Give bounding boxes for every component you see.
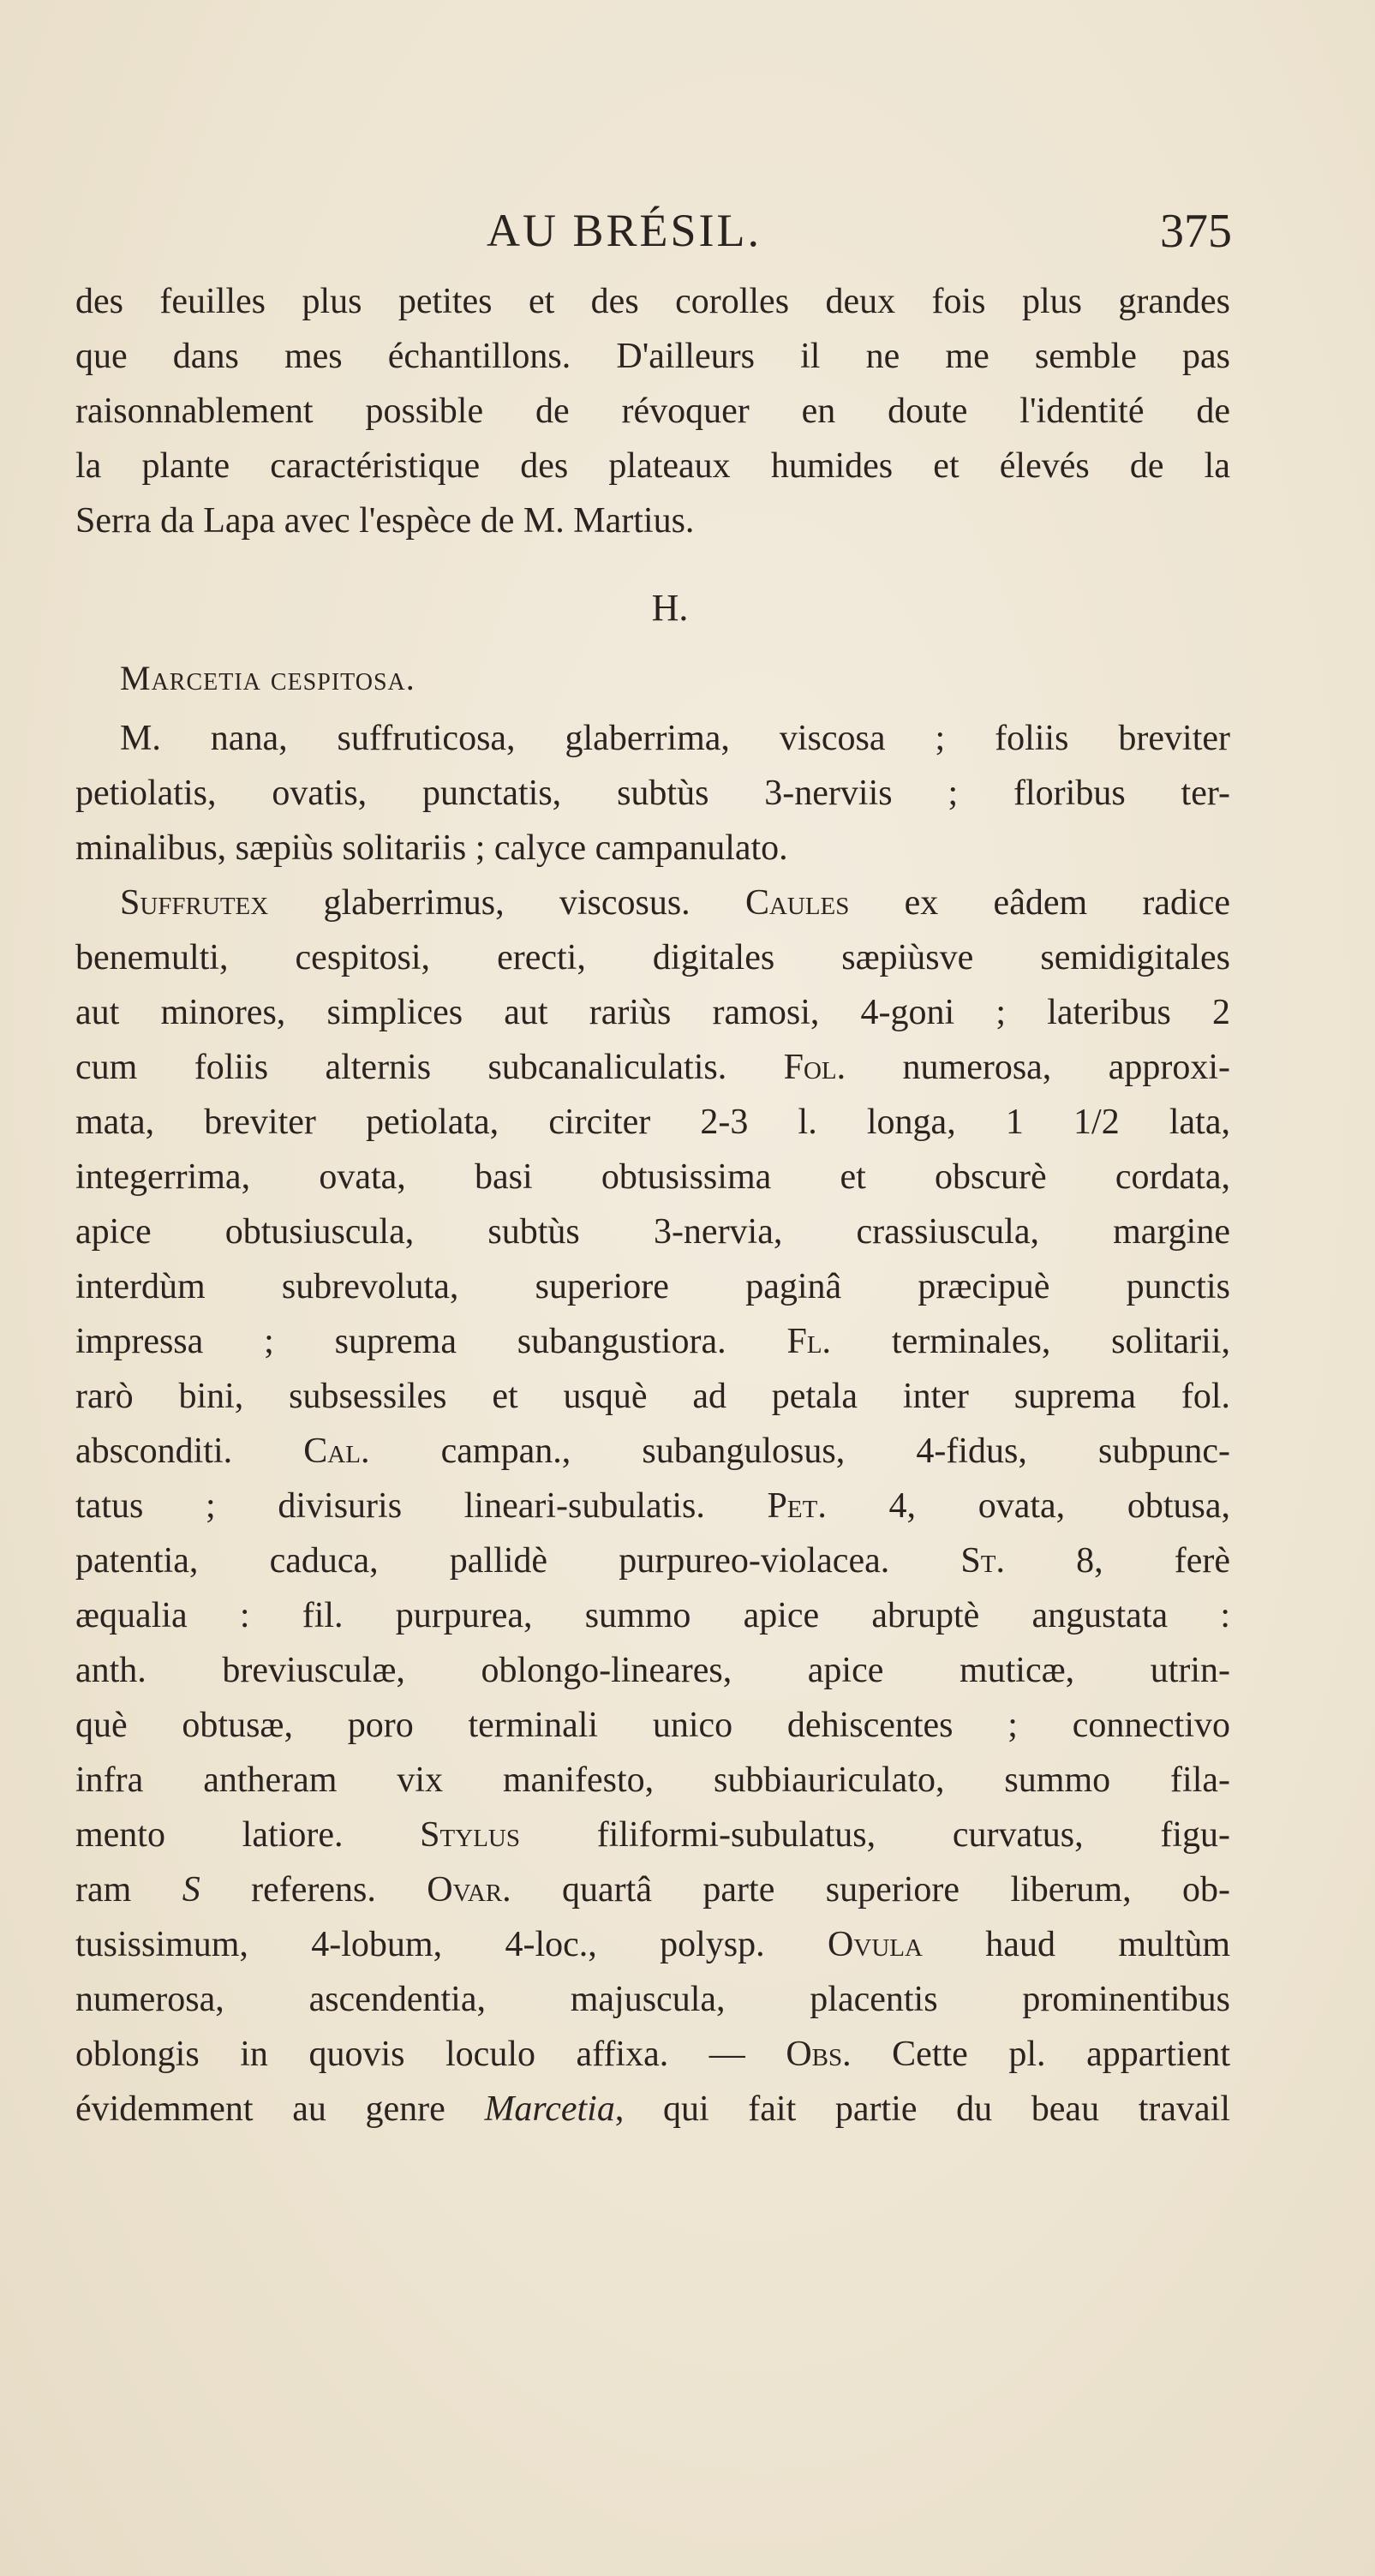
term: Fl. [786, 1322, 832, 1361]
description-line [75, 1862, 1230, 1917]
text-run: ex eâdem radice [849, 883, 1230, 923]
text-run: impressa ; suprema subangustiora. [75, 1322, 787, 1361]
text-run: tusissimum, 4-lobum, 4-loc., polysp. [75, 1925, 828, 1964]
description-line: integerrima, ovata, basi obtusissima et obscurè cordata, [75, 1157, 1230, 1197]
term: Pet. [767, 1486, 827, 1526]
term: St. [960, 1541, 1005, 1581]
text-run: quartâ parte superiore liberum, ob- [511, 1870, 1230, 1910]
diagnosis-line: M. nana, suffruticosa, glaberrima, viscosa ; foliis breviter [120, 719, 1230, 758]
text-run: numerosa, approxi- [846, 1048, 1230, 1087]
term: Ovar. [427, 1870, 511, 1910]
italic-run: Marcetia [484, 2089, 615, 2129]
text-run: oblongis in quovis loculo affixa. — [75, 2035, 786, 2074]
description-line [75, 1040, 1230, 1095]
text-run: patentia, caduca, pallidè purpureo-violacea. [75, 1541, 961, 1581]
page-body [75, 274, 1230, 2137]
text-run: campan., subangulosus, 4-fidus, subpunc- [369, 1431, 1230, 1471]
description-line: infra antheram vix manifesto, subbiauriculato, summo fila- [75, 1760, 1230, 1800]
description-line [75, 1917, 1230, 1972]
text-run: ram [75, 1870, 182, 1910]
page-header [75, 204, 1232, 272]
text-run: cum foliis alternis subcanaliculatis. [75, 1048, 784, 1087]
species-title: Marcetia cespitosa. [120, 659, 415, 697]
description-line [75, 1808, 1230, 1862]
term: Stylus [420, 1815, 520, 1855]
description-line: apice obtusiuscula, subtùs 3-nervia, crassiuscula, margine [75, 1212, 1230, 1252]
text-run: 4, ovata, obtusa, [826, 1486, 1230, 1526]
description-line: què obtusæ, poro terminali unico dehiscentes ; connectivo [75, 1706, 1230, 1745]
description-line [75, 2082, 1230, 2137]
description-line: numerosa, ascendentia, majuscula, placentis prominentibus [75, 1980, 1230, 2019]
description-line: mata, breviter petiolata, circiter 2-3 l. longa, 1 1/2 lata, [75, 1103, 1230, 1142]
page-number: 375 [1160, 205, 1232, 258]
text-run: Cette pl. appartient [851, 2035, 1230, 2074]
description-line [75, 1533, 1230, 1588]
text-run: glaberrimus, viscosus. [268, 883, 745, 923]
text-line: des feuilles plus petites et des corolles deux fois plus grandes [75, 282, 1230, 321]
diagnosis-line: minalibus, sæpiùs solitariis ; calyce campanulato. [75, 828, 788, 868]
term: Ovula [828, 1925, 923, 1964]
description-line [75, 1424, 1230, 1479]
description-line: anth. breviusculæ, oblongo-lineares, apice muticæ, utrin- [75, 1651, 1230, 1690]
text-line: que dans mes échantillons. D'ailleurs il ne me semble pas [75, 337, 1230, 376]
term: Caules [744, 883, 850, 923]
description-line [75, 1314, 1230, 1369]
text-run: mento latiore. [75, 1815, 421, 1855]
diagnosis-line: petiolatis, ovatis, punctatis, subtùs 3-nerviis ; floribus ter- [75, 774, 1230, 813]
description-line: æqualia : fil. purpurea, summo apice abruptè angustata : [75, 1596, 1230, 1635]
text-line: raisonnablement possible de révoquer en doute l'identité de [75, 391, 1230, 431]
description-line: rarò bini, subsessiles et usquè ad petala inter suprema fol. [75, 1377, 1230, 1416]
description-line [75, 2027, 1230, 2082]
term: Cal. [303, 1431, 370, 1471]
text-run: haud multùm [922, 1925, 1230, 1964]
term: Suffrutex [120, 883, 269, 923]
italic-run: S [182, 1870, 200, 1910]
description-line [75, 876, 1230, 930]
text-line: Serra da Lapa avec l'espèce de M. Martius. [75, 501, 695, 541]
text-run: , qui fait partie du beau travail [614, 2089, 1230, 2129]
description-line: benemulti, cespitosi, erecti, digitales sæpiùsve semidigitales [75, 938, 1230, 977]
text-run: absconditi. [75, 1431, 304, 1471]
description-line: interdùm subrevoluta, superiore paginâ præcipuè punctis [75, 1267, 1230, 1306]
text-run: tatus ; divisuris lineari-subulatis. [75, 1486, 768, 1526]
text-run: filiformi-subulatus, curvatus, figu- [519, 1815, 1230, 1855]
section-letter: H. [651, 587, 689, 629]
running-head: AU BRÉSIL. [487, 205, 762, 256]
text-run: referens. [200, 1870, 427, 1910]
term: Fol. [783, 1048, 846, 1087]
text-run: évidemment au genre [75, 2089, 485, 2129]
description-line [75, 1479, 1230, 1533]
description-line: aut minores, simplices aut rariùs ramosi, 4-goni ; lateribus 2 [75, 993, 1230, 1032]
text-run: 8, ferè [1004, 1541, 1230, 1581]
term: Obs. [786, 2035, 852, 2074]
text-line: la plante caractéristique des plateaux humides et élevés de la [75, 446, 1230, 486]
text-run: terminales, solitarii, [831, 1322, 1230, 1361]
